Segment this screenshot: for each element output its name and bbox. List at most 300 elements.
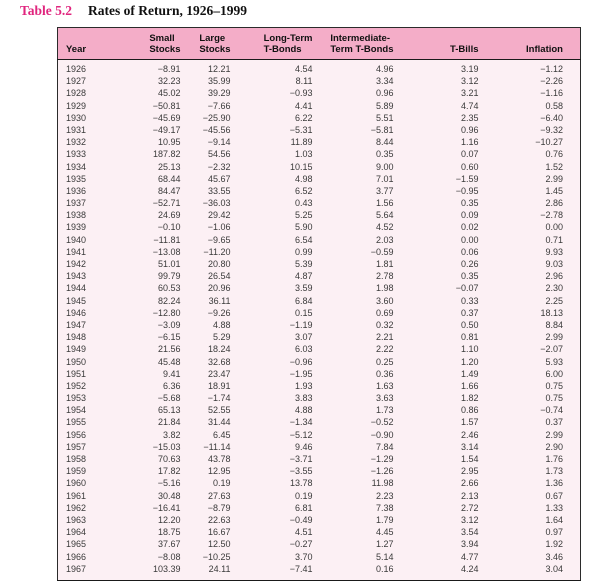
intermediate-term-t-bonds-cell: 1.73 [313, 404, 394, 416]
small-stocks-cell: 3.82 [111, 429, 181, 441]
small-stocks-cell: −11.81 [111, 234, 181, 246]
intermediate-term-t-bonds-cell: 7.84 [313, 441, 394, 453]
inflation-cell: −1.16 [479, 87, 581, 99]
year-cell: 1939 [58, 221, 111, 233]
long-term-t-bonds-cell: 3.70 [231, 551, 313, 563]
year-cell: 1951 [58, 368, 111, 380]
year-cell: 1959 [58, 465, 111, 477]
long-term-t-bonds-cell: 6.84 [231, 295, 313, 307]
table-body [58, 60, 581, 581]
intermediate-term-t-bonds-cell: −1.26 [313, 465, 394, 477]
long-term-t-bonds-cell: −7.41 [231, 563, 313, 581]
small-stocks-cell: −50.81 [111, 100, 181, 112]
table-row [58, 477, 581, 489]
t-bills-cell: 0.35 [394, 197, 479, 209]
inflation-cell: −2.26 [479, 75, 581, 87]
t-bills-cell: 1.82 [394, 392, 479, 404]
long-term-t-bonds-cell: 10.15 [231, 161, 313, 173]
small-stocks-cell: 82.24 [111, 295, 181, 307]
small-stocks-cell: −3.09 [111, 319, 181, 331]
year-cell: 1943 [58, 270, 111, 282]
large-stocks-cell: 54.56 [181, 148, 231, 160]
t-bills-cell: 4.24 [394, 563, 479, 581]
intermediate-term-t-bonds-cell: −0.90 [313, 429, 394, 441]
large-stocks-cell: −9.65 [181, 234, 231, 246]
large-stocks-cell: 0.19 [181, 477, 231, 489]
year-cell: 1935 [58, 173, 111, 185]
intermediate-term-t-bonds-cell: 5.64 [313, 209, 394, 221]
small-stocks-cell: 68.44 [111, 173, 181, 185]
table-caption-number: Table 5.2 [20, 3, 73, 18]
large-stocks-cell: −8.79 [181, 502, 231, 514]
table-row [58, 136, 581, 148]
long-term-t-bonds-cell: 8.11 [231, 75, 313, 87]
year-cell: 1938 [58, 209, 111, 221]
rates-of-return-table [57, 27, 581, 581]
table-row [58, 465, 581, 477]
year-cell: 1934 [58, 161, 111, 173]
long-term-t-bonds-cell: 5.90 [231, 221, 313, 233]
inflation-cell: 2.90 [479, 441, 581, 453]
large-stocks-cell: 18.24 [181, 343, 231, 355]
t-bills-cell: 4.74 [394, 100, 479, 112]
table-row [58, 331, 581, 343]
t-bills-cell: 3.12 [394, 514, 479, 526]
t-bills-cell: 3.21 [394, 87, 479, 99]
inflation-cell: 0.37 [479, 416, 581, 428]
table-row [58, 221, 581, 233]
long-term-t-bonds-cell: 3.59 [231, 282, 313, 294]
column-header-year: Year [58, 28, 111, 60]
year-cell: 1961 [58, 490, 111, 502]
small-stocks-cell: −5.68 [111, 392, 181, 404]
intermediate-term-t-bonds-cell: −1.29 [313, 453, 394, 465]
year-cell: 1927 [58, 75, 111, 87]
intermediate-term-t-bonds-cell: 0.32 [313, 319, 394, 331]
small-stocks-cell: 21.84 [111, 416, 181, 428]
column-header-intermediate-term-t-bonds: Intermediate- Term T-Bonds [313, 28, 394, 60]
t-bills-cell: 4.77 [394, 551, 479, 563]
small-stocks-cell: 51.01 [111, 258, 181, 270]
inflation-cell: 1.45 [479, 185, 581, 197]
intermediate-term-t-bonds-cell: 7.01 [313, 173, 394, 185]
year-cell: 1944 [58, 282, 111, 294]
small-stocks-cell: 30.48 [111, 490, 181, 502]
small-stocks-cell: −0.10 [111, 221, 181, 233]
table-row [58, 538, 581, 550]
t-bills-cell: 0.33 [394, 295, 479, 307]
long-term-t-bonds-cell: 4.98 [231, 173, 313, 185]
t-bills-cell: 3.94 [394, 538, 479, 550]
small-stocks-cell: −8.08 [111, 551, 181, 563]
t-bills-cell: 1.16 [394, 136, 479, 148]
table-row [58, 234, 581, 246]
small-stocks-cell: −16.41 [111, 502, 181, 514]
table-row [58, 246, 581, 258]
inflation-cell: 1.73 [479, 465, 581, 477]
column-header-long-term-t-bonds: Long-Term T-Bonds [231, 28, 313, 60]
intermediate-term-t-bonds-cell: 3.60 [313, 295, 394, 307]
long-term-t-bonds-cell: 6.22 [231, 112, 313, 124]
t-bills-cell: 1.57 [394, 416, 479, 428]
year-cell: 1948 [58, 331, 111, 343]
long-term-t-bonds-cell: 0.19 [231, 490, 313, 502]
long-term-t-bonds-cell: 9.46 [231, 441, 313, 453]
intermediate-term-t-bonds-cell: 0.16 [313, 563, 394, 581]
small-stocks-cell: 99.79 [111, 270, 181, 282]
year-cell: 1930 [58, 112, 111, 124]
long-term-t-bonds-cell: 5.25 [231, 209, 313, 221]
large-stocks-cell: 4.88 [181, 319, 231, 331]
table-caption [20, 3, 247, 19]
small-stocks-cell: −5.16 [111, 477, 181, 489]
large-stocks-cell: −1.06 [181, 221, 231, 233]
large-stocks-cell: −45.56 [181, 124, 231, 136]
long-term-t-bonds-cell: 6.54 [231, 234, 313, 246]
table-row [58, 258, 581, 270]
small-stocks-cell: −13.08 [111, 246, 181, 258]
intermediate-term-t-bonds-cell: −0.52 [313, 416, 394, 428]
small-stocks-cell: 45.48 [111, 356, 181, 368]
column-header-t-bills: T-Bills [394, 28, 479, 60]
table-row [58, 502, 581, 514]
large-stocks-cell: 52.55 [181, 404, 231, 416]
t-bills-cell: 1.66 [394, 380, 479, 392]
large-stocks-cell: 26.54 [181, 270, 231, 282]
inflation-cell: 0.76 [479, 148, 581, 160]
table-row [58, 112, 581, 124]
year-cell: 1967 [58, 563, 111, 581]
year-cell: 1949 [58, 343, 111, 355]
large-stocks-cell: 6.45 [181, 429, 231, 441]
long-term-t-bonds-cell: −1.19 [231, 319, 313, 331]
column-header-small-stocks: Small Stocks [111, 28, 181, 60]
table-row [58, 514, 581, 526]
large-stocks-cell: 12.21 [181, 60, 231, 76]
t-bills-cell: 1.20 [394, 356, 479, 368]
large-stocks-cell: 32.68 [181, 356, 231, 368]
table-row [58, 441, 581, 453]
large-stocks-cell: −7.66 [181, 100, 231, 112]
intermediate-term-t-bonds-cell: 1.63 [313, 380, 394, 392]
t-bills-cell: 2.35 [394, 112, 479, 124]
table-caption-title: Rates of Return, 1926–1999 [88, 3, 248, 18]
table-row [58, 392, 581, 404]
large-stocks-cell: 18.91 [181, 380, 231, 392]
small-stocks-cell: −8.91 [111, 60, 181, 76]
intermediate-term-t-bonds-cell: 0.25 [313, 356, 394, 368]
large-stocks-cell: −1.74 [181, 392, 231, 404]
small-stocks-cell: 187.82 [111, 148, 181, 160]
table-row [58, 416, 581, 428]
intermediate-term-t-bonds-cell: 2.23 [313, 490, 394, 502]
year-cell: 1953 [58, 392, 111, 404]
large-stocks-cell: −9.14 [181, 136, 231, 148]
year-cell: 1941 [58, 246, 111, 258]
inflation-cell: 0.67 [479, 490, 581, 502]
long-term-t-bonds-cell: −5.31 [231, 124, 313, 136]
t-bills-cell: 2.66 [394, 477, 479, 489]
t-bills-cell: 0.37 [394, 307, 479, 319]
long-term-t-bonds-cell: −3.55 [231, 465, 313, 477]
intermediate-term-t-bonds-cell: 11.98 [313, 477, 394, 489]
long-term-t-bonds-cell: 6.52 [231, 185, 313, 197]
inflation-cell: 5.93 [479, 356, 581, 368]
intermediate-term-t-bonds-cell: 7.38 [313, 502, 394, 514]
small-stocks-cell: 84.47 [111, 185, 181, 197]
table-row [58, 526, 581, 538]
year-cell: 1942 [58, 258, 111, 270]
year-cell: 1946 [58, 307, 111, 319]
large-stocks-cell: −25.90 [181, 112, 231, 124]
long-term-t-bonds-cell: −1.34 [231, 416, 313, 428]
t-bills-cell: −1.59 [394, 173, 479, 185]
long-term-t-bonds-cell: 4.87 [231, 270, 313, 282]
inflation-cell: −2.07 [479, 343, 581, 355]
intermediate-term-t-bonds-cell: 0.35 [313, 148, 394, 160]
intermediate-term-t-bonds-cell: 8.44 [313, 136, 394, 148]
year-cell: 1932 [58, 136, 111, 148]
table-row [58, 124, 581, 136]
table-row [58, 75, 581, 87]
large-stocks-cell: 12.50 [181, 538, 231, 550]
t-bills-cell: 2.95 [394, 465, 479, 477]
intermediate-term-t-bonds-cell: 1.79 [313, 514, 394, 526]
year-cell: 1936 [58, 185, 111, 197]
large-stocks-cell: 16.67 [181, 526, 231, 538]
small-stocks-cell: −15.03 [111, 441, 181, 453]
table-row [58, 380, 581, 392]
inflation-cell: 2.99 [479, 429, 581, 441]
small-stocks-cell: −6.15 [111, 331, 181, 343]
small-stocks-cell: −52.71 [111, 197, 181, 209]
t-bills-cell: 0.81 [394, 331, 479, 343]
year-cell: 1966 [58, 551, 111, 563]
table-row [58, 356, 581, 368]
long-term-t-bonds-cell: 3.07 [231, 331, 313, 343]
t-bills-cell: 0.60 [394, 161, 479, 173]
small-stocks-cell: 37.67 [111, 538, 181, 550]
long-term-t-bonds-cell: −1.95 [231, 368, 313, 380]
long-term-t-bonds-cell: 6.81 [231, 502, 313, 514]
table-row [58, 148, 581, 160]
inflation-cell: −2.78 [479, 209, 581, 221]
inflation-cell: −10.27 [479, 136, 581, 148]
large-stocks-cell: −9.26 [181, 307, 231, 319]
year-cell: 1947 [58, 319, 111, 331]
t-bills-cell: 1.49 [394, 368, 479, 380]
year-cell: 1964 [58, 526, 111, 538]
large-stocks-cell: 24.11 [181, 563, 231, 581]
inflation-cell: 0.75 [479, 380, 581, 392]
inflation-cell: 1.92 [479, 538, 581, 550]
large-stocks-cell: −10.25 [181, 551, 231, 563]
table-row [58, 319, 581, 331]
t-bills-cell: 2.72 [394, 502, 479, 514]
table-row [58, 490, 581, 502]
long-term-t-bonds-cell: 3.83 [231, 392, 313, 404]
large-stocks-cell: 20.80 [181, 258, 231, 270]
table-row [58, 563, 581, 581]
t-bills-cell: −0.95 [394, 185, 479, 197]
intermediate-term-t-bonds-cell: 1.56 [313, 197, 394, 209]
t-bills-cell: 3.12 [394, 75, 479, 87]
large-stocks-cell: 12.95 [181, 465, 231, 477]
long-term-t-bonds-cell: −3.71 [231, 453, 313, 465]
table-row [58, 161, 581, 173]
year-cell: 1945 [58, 295, 111, 307]
large-stocks-cell: 20.96 [181, 282, 231, 294]
long-term-t-bonds-cell: 1.93 [231, 380, 313, 392]
year-cell: 1952 [58, 380, 111, 392]
intermediate-term-t-bonds-cell: 4.52 [313, 221, 394, 233]
inflation-cell: 1.52 [479, 161, 581, 173]
long-term-t-bonds-cell: 1.03 [231, 148, 313, 160]
large-stocks-cell: −36.03 [181, 197, 231, 209]
intermediate-term-t-bonds-cell: 2.22 [313, 343, 394, 355]
long-term-t-bonds-cell: 0.43 [231, 197, 313, 209]
t-bills-cell: 0.07 [394, 148, 479, 160]
long-term-t-bonds-cell: 6.03 [231, 343, 313, 355]
small-stocks-cell: 103.39 [111, 563, 181, 581]
long-term-t-bonds-cell: −0.96 [231, 356, 313, 368]
t-bills-cell: 3.14 [394, 441, 479, 453]
intermediate-term-t-bonds-cell: 1.98 [313, 282, 394, 294]
column-header-inflation: Inflation [479, 28, 581, 60]
inflation-cell: 9.93 [479, 246, 581, 258]
inflation-cell: 1.33 [479, 502, 581, 514]
intermediate-term-t-bonds-cell: 3.77 [313, 185, 394, 197]
t-bills-cell: 0.26 [394, 258, 479, 270]
year-cell: 1929 [58, 100, 111, 112]
small-stocks-cell: 70.63 [111, 453, 181, 465]
year-cell: 1955 [58, 416, 111, 428]
table-row [58, 343, 581, 355]
small-stocks-cell: 18.75 [111, 526, 181, 538]
inflation-cell: −6.40 [479, 112, 581, 124]
inflation-cell: −1.12 [479, 60, 581, 76]
table-row [58, 368, 581, 380]
large-stocks-cell: 35.99 [181, 75, 231, 87]
long-term-t-bonds-cell: 13.78 [231, 477, 313, 489]
year-cell: 1965 [58, 538, 111, 550]
intermediate-term-t-bonds-cell: 5.51 [313, 112, 394, 124]
year-cell: 1928 [58, 87, 111, 99]
long-term-t-bonds-cell: 4.51 [231, 526, 313, 538]
inflation-cell: −0.74 [479, 404, 581, 416]
large-stocks-cell: −11.20 [181, 246, 231, 258]
large-stocks-cell: 22.63 [181, 514, 231, 526]
small-stocks-cell: 45.02 [111, 87, 181, 99]
inflation-cell: 3.04 [479, 563, 581, 581]
table-row [58, 404, 581, 416]
long-term-t-bonds-cell: 0.15 [231, 307, 313, 319]
year-cell: 1963 [58, 514, 111, 526]
large-stocks-cell: −11.14 [181, 441, 231, 453]
t-bills-cell: 1.10 [394, 343, 479, 355]
table-header-row [58, 28, 581, 60]
table-row [58, 453, 581, 465]
t-bills-cell: 2.46 [394, 429, 479, 441]
table-row [58, 87, 581, 99]
small-stocks-cell: 10.95 [111, 136, 181, 148]
inflation-cell: 18.13 [479, 307, 581, 319]
t-bills-cell: 0.00 [394, 234, 479, 246]
year-cell: 1958 [58, 453, 111, 465]
long-term-t-bonds-cell: 11.89 [231, 136, 313, 148]
t-bills-cell: 0.02 [394, 221, 479, 233]
large-stocks-cell: 45.67 [181, 173, 231, 185]
year-cell: 1960 [58, 477, 111, 489]
t-bills-cell: 3.19 [394, 60, 479, 76]
large-stocks-cell: 27.63 [181, 490, 231, 502]
table-row [58, 100, 581, 112]
long-term-t-bonds-cell: 5.39 [231, 258, 313, 270]
inflation-cell: 3.46 [479, 551, 581, 563]
large-stocks-cell: −2.32 [181, 161, 231, 173]
intermediate-term-t-bonds-cell: 1.27 [313, 538, 394, 550]
inflation-cell: 0.97 [479, 526, 581, 538]
intermediate-term-t-bonds-cell: 1.81 [313, 258, 394, 270]
inflation-cell: 2.99 [479, 173, 581, 185]
small-stocks-cell: −49.17 [111, 124, 181, 136]
long-term-t-bonds-cell: −0.93 [231, 87, 313, 99]
year-cell: 1926 [58, 60, 111, 76]
long-term-t-bonds-cell: −0.27 [231, 538, 313, 550]
inflation-cell: 2.96 [479, 270, 581, 282]
intermediate-term-t-bonds-cell: 9.00 [313, 161, 394, 173]
table-row [58, 209, 581, 221]
inflation-cell: 8.84 [479, 319, 581, 331]
t-bills-cell: 0.50 [394, 319, 479, 331]
table-row [58, 429, 581, 441]
large-stocks-cell: 31.44 [181, 416, 231, 428]
inflation-cell: 0.75 [479, 392, 581, 404]
year-cell: 1933 [58, 148, 111, 160]
intermediate-term-t-bonds-cell: −5.81 [313, 124, 394, 136]
intermediate-term-t-bonds-cell: 2.78 [313, 270, 394, 282]
intermediate-term-t-bonds-cell: 0.36 [313, 368, 394, 380]
year-cell: 1940 [58, 234, 111, 246]
t-bills-cell: 2.13 [394, 490, 479, 502]
column-header-large-stocks: Large Stocks [181, 28, 231, 60]
small-stocks-cell: 9.41 [111, 368, 181, 380]
large-stocks-cell: 39.29 [181, 87, 231, 99]
table-row [58, 197, 581, 209]
inflation-cell: 6.00 [479, 368, 581, 380]
table-row [58, 295, 581, 307]
intermediate-term-t-bonds-cell: 5.14 [313, 551, 394, 563]
t-bills-cell: 0.86 [394, 404, 479, 416]
year-cell: 1962 [58, 502, 111, 514]
table-row [58, 551, 581, 563]
t-bills-cell: 0.96 [394, 124, 479, 136]
small-stocks-cell: −45.69 [111, 112, 181, 124]
table-row [58, 173, 581, 185]
t-bills-cell: 0.35 [394, 270, 479, 282]
long-term-t-bonds-cell: −5.12 [231, 429, 313, 441]
table-row [58, 307, 581, 319]
long-term-t-bonds-cell: −0.49 [231, 514, 313, 526]
long-term-t-bonds-cell: 4.54 [231, 60, 313, 76]
intermediate-term-t-bonds-cell: 3.34 [313, 75, 394, 87]
small-stocks-cell: 12.20 [111, 514, 181, 526]
large-stocks-cell: 33.55 [181, 185, 231, 197]
year-cell: 1931 [58, 124, 111, 136]
intermediate-term-t-bonds-cell: 0.69 [313, 307, 394, 319]
intermediate-term-t-bonds-cell: 0.96 [313, 87, 394, 99]
small-stocks-cell: −12.80 [111, 307, 181, 319]
